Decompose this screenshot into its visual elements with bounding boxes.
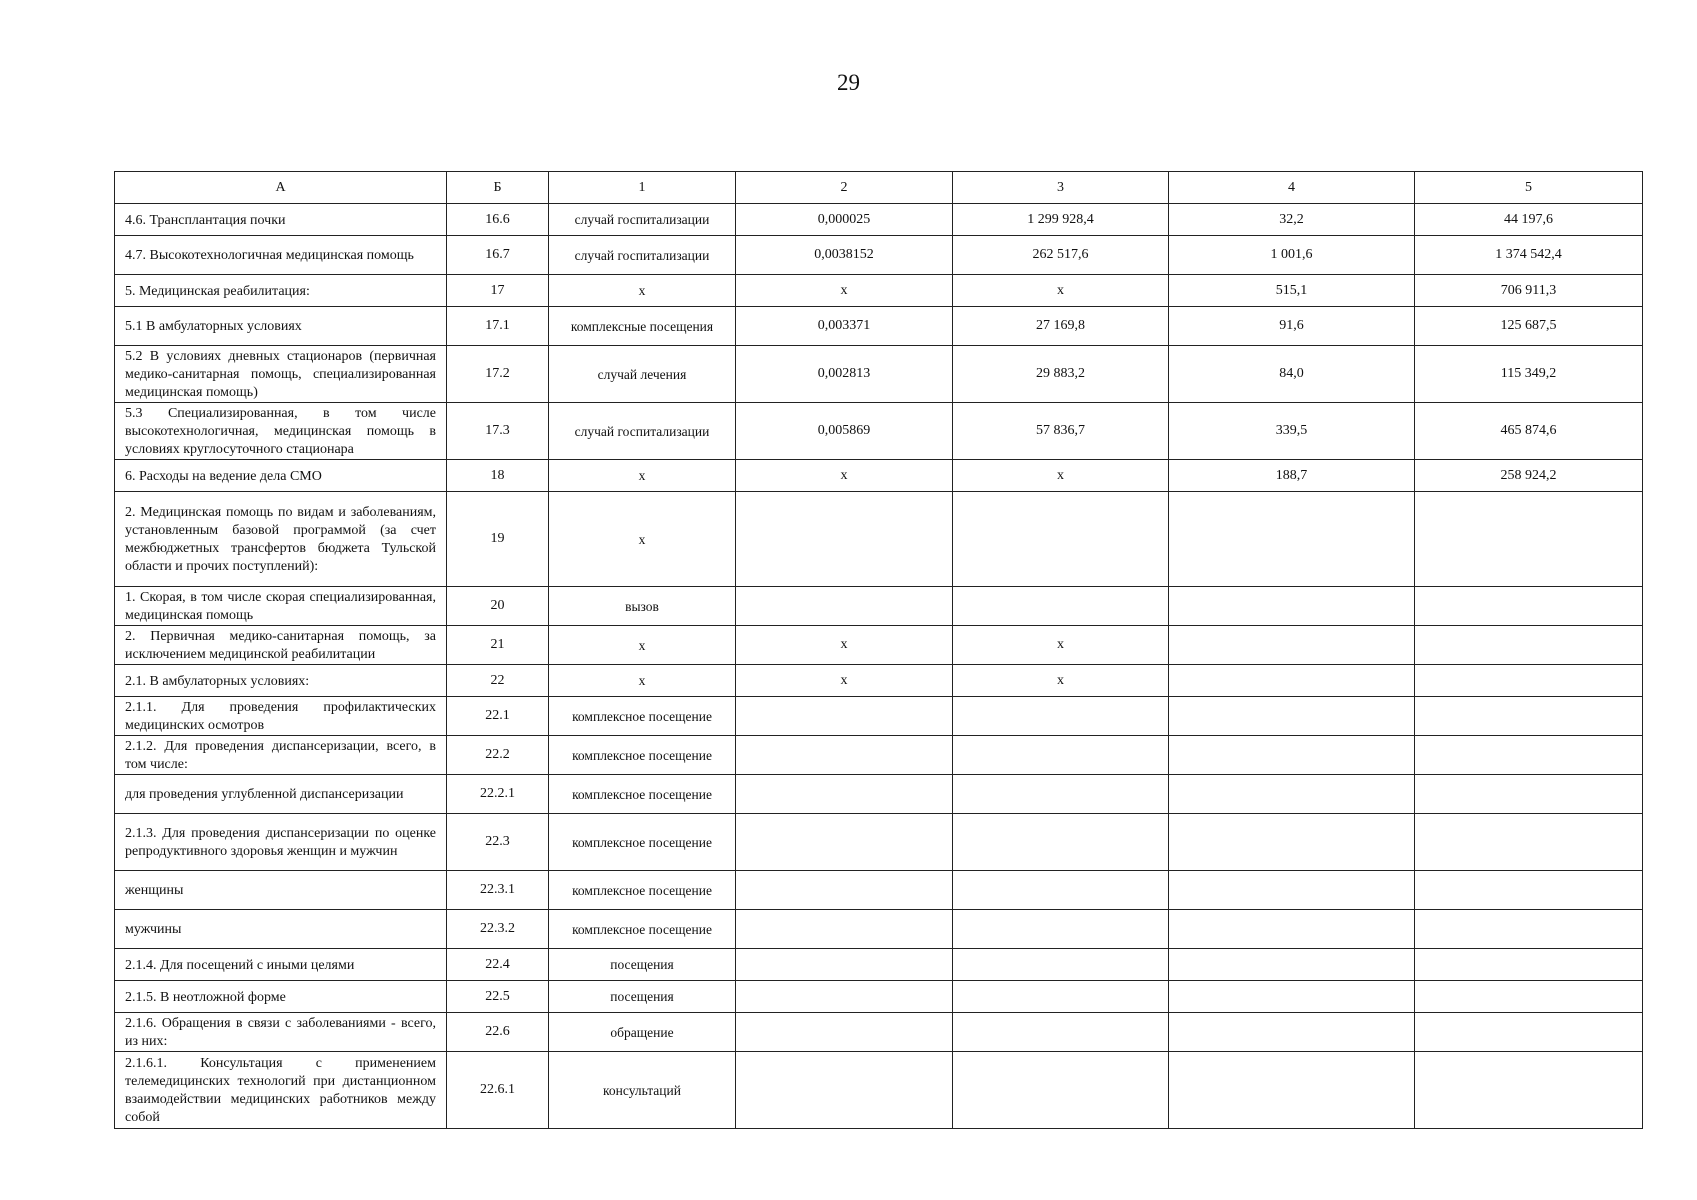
row-col-4: 32,2 <box>1169 204 1415 236</box>
row-col-3 <box>953 981 1169 1013</box>
row-col-2 <box>736 736 953 775</box>
row-code: 22.1 <box>447 697 549 736</box>
row-code: 22 <box>447 665 549 697</box>
row-col-3: х <box>953 665 1169 697</box>
column-header: 1 <box>549 172 736 204</box>
row-name: 2.1.1. Для проведения профилактических медицинских осмотров <box>115 697 447 736</box>
row-col-5 <box>1415 736 1643 775</box>
row-col-4 <box>1169 814 1415 871</box>
row-col-2 <box>736 587 953 626</box>
row-name: 4.6. Трансплантация почки <box>115 204 447 236</box>
row-code: 22.6.1 <box>447 1052 549 1129</box>
table-row <box>115 346 1643 403</box>
row-col-5 <box>1415 814 1643 871</box>
row-col-5 <box>1415 1052 1643 1129</box>
row-col-4 <box>1169 949 1415 981</box>
row-col-5: 115 349,2 <box>1415 346 1643 403</box>
row-code: 22.6 <box>447 1013 549 1052</box>
row-col-3 <box>953 697 1169 736</box>
row-col-5: 1 374 542,4 <box>1415 236 1643 275</box>
row-col-4: 188,7 <box>1169 460 1415 492</box>
table-row <box>115 307 1643 346</box>
row-col-5 <box>1415 775 1643 814</box>
row-col-5 <box>1415 492 1643 587</box>
row-code: 22.2 <box>447 736 549 775</box>
row-name: 2.1.2. Для проведения диспансеризации, всего, в том числе: <box>115 736 447 775</box>
row-col-5 <box>1415 665 1643 697</box>
row-col-3 <box>953 1052 1169 1129</box>
row-col-3 <box>953 587 1169 626</box>
row-name: 6. Расходы на ведение дела СМО <box>115 460 447 492</box>
table-row <box>115 949 1643 981</box>
row-unit: случай госпитализации <box>549 204 736 236</box>
row-col-3: 262 517,6 <box>953 236 1169 275</box>
row-code: 16.7 <box>447 236 549 275</box>
row-name: 2. Первичная медико-санитарная помощь, за исключением медицинской реабилитации <box>115 626 447 665</box>
table-row <box>115 236 1643 275</box>
row-col-2 <box>736 981 953 1013</box>
row-col-2: 0,000025 <box>736 204 953 236</box>
row-unit: х <box>549 460 736 492</box>
row-unit: х <box>549 275 736 307</box>
row-unit: посещения <box>549 981 736 1013</box>
row-name: 4.7. Высокотехнологичная медицинская помощь <box>115 236 447 275</box>
table-row <box>115 775 1643 814</box>
row-col-3 <box>953 736 1169 775</box>
table-body <box>115 204 1643 1129</box>
row-unit: комплексное посещение <box>549 775 736 814</box>
row-col-2: х <box>736 665 953 697</box>
row-col-2: х <box>736 275 953 307</box>
column-header: Б <box>447 172 549 204</box>
row-code: 19 <box>447 492 549 587</box>
row-col-4 <box>1169 775 1415 814</box>
row-col-3: 29 883,2 <box>953 346 1169 403</box>
row-col-3 <box>953 949 1169 981</box>
row-col-3: х <box>953 460 1169 492</box>
row-name: женщины <box>115 871 447 910</box>
row-col-2 <box>736 1052 953 1129</box>
row-col-2 <box>736 949 953 981</box>
row-col-3: 1 299 928,4 <box>953 204 1169 236</box>
table-row <box>115 1013 1643 1052</box>
row-name: мужчины <box>115 910 447 949</box>
row-unit: случай лечения <box>549 346 736 403</box>
row-code: 17 <box>447 275 549 307</box>
row-code: 22.3.2 <box>447 910 549 949</box>
row-unit: консультаций <box>549 1052 736 1129</box>
row-name: 2.1.4. Для посещений с иными целями <box>115 949 447 981</box>
row-name: 2.1.5. В неотложной форме <box>115 981 447 1013</box>
row-col-2 <box>736 910 953 949</box>
row-col-3 <box>953 492 1169 587</box>
row-unit: случай госпитализации <box>549 236 736 275</box>
row-col-5: 258 924,2 <box>1415 460 1643 492</box>
table-row <box>115 910 1643 949</box>
row-col-5 <box>1415 981 1643 1013</box>
row-col-4 <box>1169 981 1415 1013</box>
table-row <box>115 814 1643 871</box>
row-col-2: 0,002813 <box>736 346 953 403</box>
row-col-4 <box>1169 871 1415 910</box>
row-code: 22.3.1 <box>447 871 549 910</box>
row-code: 20 <box>447 587 549 626</box>
row-code: 22.3 <box>447 814 549 871</box>
row-col-4: 84,0 <box>1169 346 1415 403</box>
table-row <box>115 626 1643 665</box>
row-col-4 <box>1169 736 1415 775</box>
row-col-5 <box>1415 949 1643 981</box>
row-col-4 <box>1169 697 1415 736</box>
table-row <box>115 492 1643 587</box>
row-col-5 <box>1415 697 1643 736</box>
row-col-4 <box>1169 910 1415 949</box>
row-name: 2.1.3. Для проведения диспансеризации по оценке репродуктивного здоровья женщин и мужчин <box>115 814 447 871</box>
row-code: 22.2.1 <box>447 775 549 814</box>
row-col-2 <box>736 697 953 736</box>
row-col-4 <box>1169 665 1415 697</box>
row-col-3 <box>953 1013 1169 1052</box>
row-code: 17.2 <box>447 346 549 403</box>
row-col-4 <box>1169 626 1415 665</box>
table-row <box>115 275 1643 307</box>
row-col-2 <box>736 492 953 587</box>
row-col-4: 515,1 <box>1169 275 1415 307</box>
row-name: 2.1. В амбулаторных условиях: <box>115 665 447 697</box>
row-unit: случай госпитализации <box>549 403 736 460</box>
table-row <box>115 204 1643 236</box>
column-header: 3 <box>953 172 1169 204</box>
row-unit: комплексное посещение <box>549 910 736 949</box>
column-header: 5 <box>1415 172 1643 204</box>
row-name: 2.1.6.1. Консультация с применением телемедицинских технологий при дистанционном взаимодействии медицинских работников между собой <box>115 1052 447 1129</box>
row-col-3: 27 169,8 <box>953 307 1169 346</box>
page-number: 29 <box>837 70 860 95</box>
row-code: 17.1 <box>447 307 549 346</box>
row-col-5 <box>1415 1013 1643 1052</box>
data-table <box>114 171 1643 1129</box>
row-col-5 <box>1415 910 1643 949</box>
row-unit: х <box>549 626 736 665</box>
row-col-4 <box>1169 587 1415 626</box>
row-col-2 <box>736 814 953 871</box>
row-name: 5.2 В условиях дневных стационаров (первичная медико-санитарная помощь, специализированная медицинская помощь) <box>115 346 447 403</box>
row-col-2: 0,003371 <box>736 307 953 346</box>
row-name: 5.3 Специализированная, в том числе высокотехнологичная, медицинская помощь в условиях круглосуточного стационара <box>115 403 447 460</box>
row-col-4: 339,5 <box>1169 403 1415 460</box>
row-col-2: х <box>736 460 953 492</box>
row-unit: комплексное посещение <box>549 871 736 910</box>
row-name: 2.1.6. Обращения в связи с заболеваниями - всего, из них: <box>115 1013 447 1052</box>
row-col-3: х <box>953 626 1169 665</box>
table-row <box>115 665 1643 697</box>
row-col-3 <box>953 814 1169 871</box>
row-code: 22.5 <box>447 981 549 1013</box>
table-row <box>115 460 1643 492</box>
row-unit: вызов <box>549 587 736 626</box>
row-unit: комплексное посещение <box>549 814 736 871</box>
row-col-3 <box>953 871 1169 910</box>
row-col-5: 465 874,6 <box>1415 403 1643 460</box>
row-unit: х <box>549 492 736 587</box>
column-header: 2 <box>736 172 953 204</box>
row-col-2 <box>736 1013 953 1052</box>
table-row <box>115 1052 1643 1129</box>
table-row <box>115 736 1643 775</box>
row-col-4 <box>1169 1052 1415 1129</box>
row-col-2 <box>736 775 953 814</box>
row-unit: обращение <box>549 1013 736 1052</box>
row-code: 21 <box>447 626 549 665</box>
row-col-5: 44 197,6 <box>1415 204 1643 236</box>
row-col-4 <box>1169 1013 1415 1052</box>
row-name: 1. Скорая, в том числе скорая специализированная, медицинская помощь <box>115 587 447 626</box>
header-row <box>115 172 1643 204</box>
row-code: 17.3 <box>447 403 549 460</box>
row-unit: посещения <box>549 949 736 981</box>
row-col-4: 91,6 <box>1169 307 1415 346</box>
row-name: для проведения углубленной диспансеризации <box>115 775 447 814</box>
table-row <box>115 587 1643 626</box>
column-header: А <box>115 172 447 204</box>
row-name: 5. Медицинская реабилитация: <box>115 275 447 307</box>
row-col-4 <box>1169 492 1415 587</box>
row-col-3: 57 836,7 <box>953 403 1169 460</box>
row-code: 16.6 <box>447 204 549 236</box>
row-unit: комплексное посещение <box>549 697 736 736</box>
row-name: 2. Медицинская помощь по видам и заболеваниям, установленным базовой программой (за счет межбюджетных трансфертов бюджета Тульской области и прочих поступлений): <box>115 492 447 587</box>
table-row <box>115 403 1643 460</box>
row-col-5 <box>1415 626 1643 665</box>
row-col-5 <box>1415 871 1643 910</box>
row-col-5 <box>1415 587 1643 626</box>
row-col-5: 125 687,5 <box>1415 307 1643 346</box>
column-header: 4 <box>1169 172 1415 204</box>
row-col-2: 0,0038152 <box>736 236 953 275</box>
row-unit: х <box>549 665 736 697</box>
row-col-2: 0,005869 <box>736 403 953 460</box>
row-code: 18 <box>447 460 549 492</box>
row-col-5: 706 911,3 <box>1415 275 1643 307</box>
row-col-3 <box>953 775 1169 814</box>
table-row <box>115 697 1643 736</box>
row-code: 22.4 <box>447 949 549 981</box>
row-col-4: 1 001,6 <box>1169 236 1415 275</box>
row-col-2: х <box>736 626 953 665</box>
row-unit: комплексное посещение <box>549 736 736 775</box>
row-col-3: х <box>953 275 1169 307</box>
table-row <box>115 981 1643 1013</box>
row-unit: комплексные посещения <box>549 307 736 346</box>
row-name: 5.1 В амбулаторных условиях <box>115 307 447 346</box>
row-col-3 <box>953 910 1169 949</box>
table-row <box>115 871 1643 910</box>
row-col-2 <box>736 871 953 910</box>
